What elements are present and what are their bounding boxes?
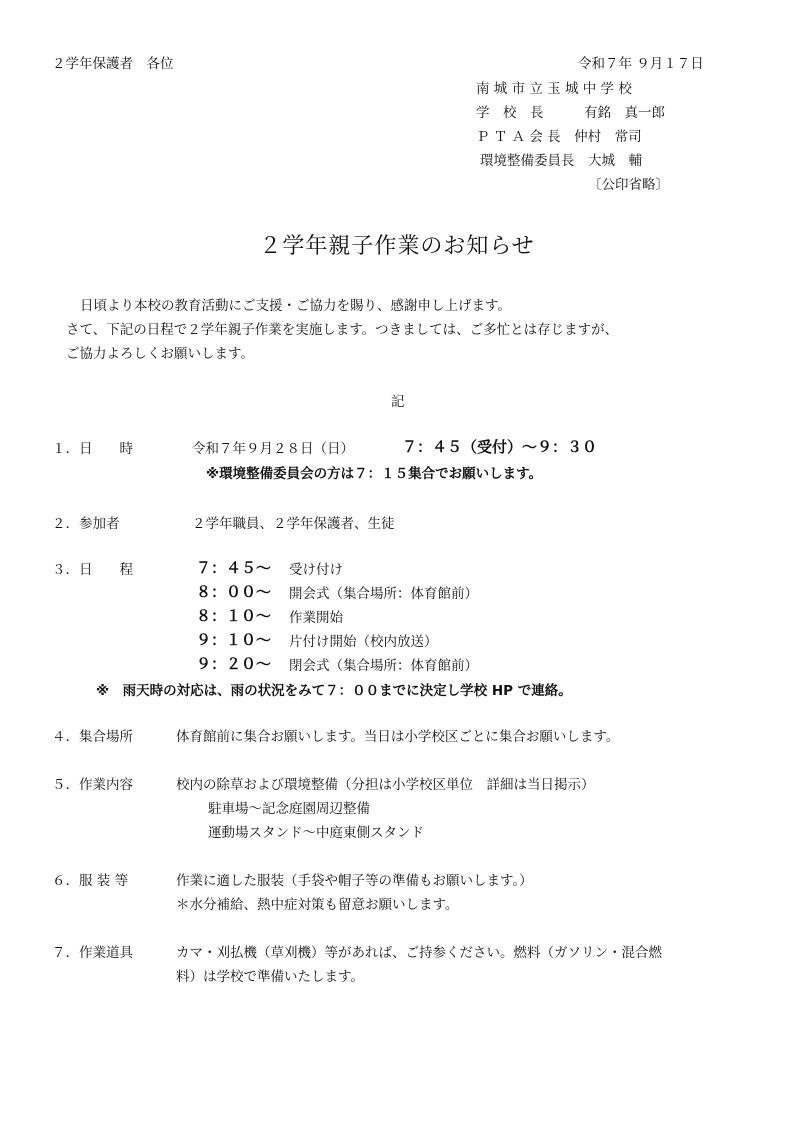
schedule-text: 片付け開始（校内放送） (289, 634, 438, 650)
intro-line-1: 日頃より本校の教育活動にご支援・ご協力を賜り、感謝申し上げます。 (80, 298, 511, 314)
page-title: ２学年親子作業のお知らせ (259, 234, 535, 259)
addressee: ２学年保護者 各位 (52, 56, 174, 72)
item-work-line-3: 運動場スタンド～中庭東側スタンド (208, 825, 424, 841)
item-tools-line-2: 料）は学校で準備いたします。 (176, 969, 364, 985)
item-datetime-note: ※環境整備委員会の方は７：１５集合でお願いします。 (206, 466, 543, 482)
schedule-text: 閉会式（集合場所：体育館前） (289, 658, 478, 674)
ki-heading: 記 (391, 394, 405, 410)
schedule-time: ８：００～ (196, 583, 272, 601)
item-meeting-label: ４．集合場所 (52, 729, 133, 745)
item-work-line-2: 駐車場～記念庭園周辺整備 (208, 801, 370, 817)
item-datetime-date: 令和７年９月２８日（日） (192, 441, 354, 457)
seal-omitted: 〔公印省略〕 (588, 177, 669, 193)
rain-note: ※ 雨天時の対応は、雨の状況をみて７：００までに決定し学校 HP で連絡。 (96, 683, 572, 699)
item-clothing-line-2: ＊水分補給、熱中症対策も留意お願いします。 (176, 897, 459, 913)
schedule-text: 受け付け (289, 562, 343, 578)
intro-line-2: さて、下記の日程で２学年親子作業を実施します。つきましては、ご多忙とは存じますが、 (66, 322, 619, 338)
item-datetime-time: ７：４５（受付）～９：３０ (402, 438, 598, 456)
school-name: 南 城 市 立 玉 城 中 学 校 (476, 81, 632, 97)
item-tools-label: ７．作業道具 (52, 945, 133, 961)
item-clothing-label: ６．服 装 等 (52, 873, 129, 889)
intro-line-3: ご協力よろしくお願いします。 (66, 346, 254, 362)
pta-president: Ｐ Ｔ Ａ 会 長 仲村 常司 (476, 129, 642, 145)
item-schedule-label: ３．日 程 (52, 562, 133, 578)
item-participants-label: ２．参加者 (52, 516, 120, 532)
item-meeting-value: 体育館前に集合お願いします。当日は小学校区ごとに集合お願いします。 (176, 729, 620, 745)
schedule-time: ８：１０～ (196, 607, 272, 625)
env-committee-chair: 環境整備委員長 大城 輔 (480, 153, 642, 169)
schedule-text: 開会式（集合場所：体育館前） (289, 586, 478, 602)
schedule-time: ９：１０～ (196, 631, 272, 649)
schedule-text: 作業開始 (289, 610, 343, 626)
item-participants-value: ２学年職員、２学年保護者、生徒 (192, 516, 395, 532)
schedule-time: ９：２０～ (196, 655, 272, 673)
item-work-label: ５．作業内容 (52, 777, 133, 793)
item-datetime-label: １．日 時 (52, 441, 133, 457)
schedule-time: ７：４５～ (196, 559, 272, 577)
principal-name: 学 校 長 有銘 真一郎 (476, 105, 665, 121)
issue-date: 令和７年 ９月１７日 (578, 56, 704, 72)
item-clothing-line-1: 作業に適した服装（手袋や帽子等の準備もお願いします。） (176, 873, 533, 889)
item-work-line-1: 校内の除草および環境整備（分担は小学校区単位 詳細は当日掲示） (176, 777, 595, 793)
item-tools-line-1: カマ・刈払機（草刈機）等があれば、ご持参ください。燃料（ガソリン・混合燃 (176, 945, 662, 961)
